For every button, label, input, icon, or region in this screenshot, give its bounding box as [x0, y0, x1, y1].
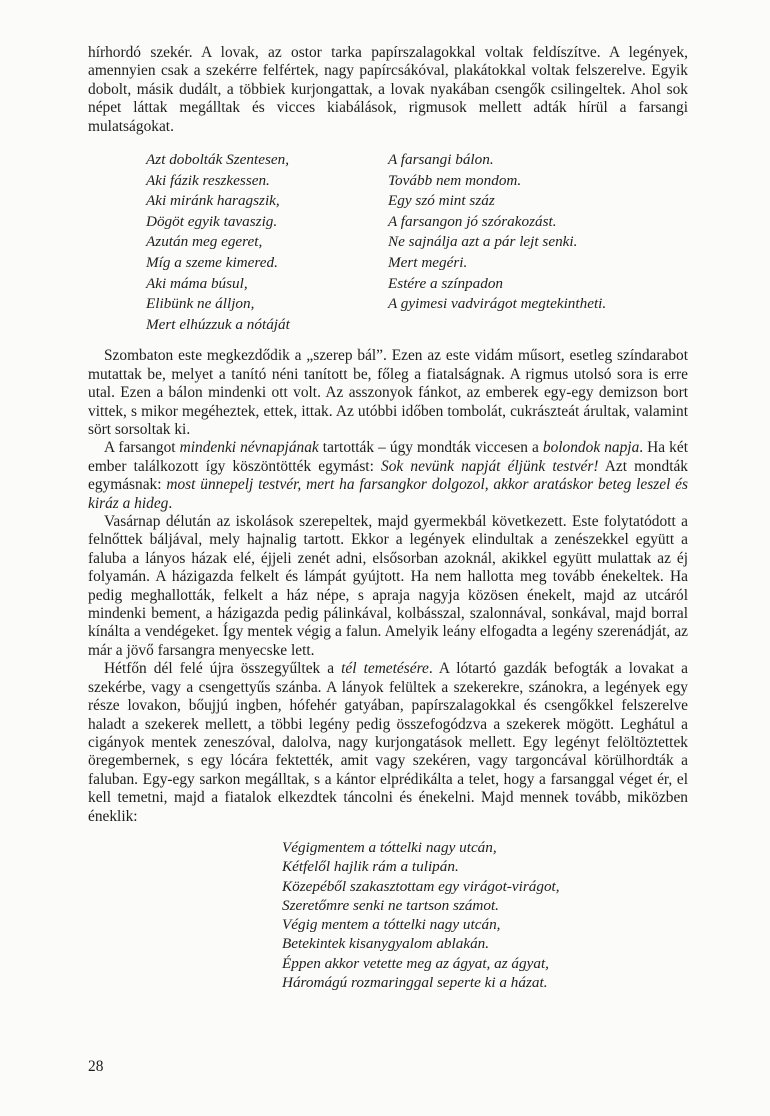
poem-line: A farsangon jó szórakozást. — [388, 212, 557, 230]
poem-line: Míg a szeme kimered. — [146, 254, 278, 271]
italic-run: bolondok napja — [542, 439, 640, 457]
paragraph-2: Szombaton este megkezdődik a „szerep bál”. Ezen az este vidám műsort, esetleg színdarabot mutattak be, melyet a tanító néni tanított be, főleg a fiatalságnak. A rigmus utolsó sora is erre utal. Ezen a bálon mindenki ott volt. Az asszonyok fánkot, az emberek egy-egy demizson bort vittek, s mikor megéheztek, ettek, ittak. Az utóbbi időben tombolát, cukrászteát árultak, valamint sört sorsoltak ki. — [88, 347, 688, 438]
poem-line: Aki fázik reszkessen. — [146, 171, 270, 189]
poem-line: Mert elhúzzuk a nótáját — [146, 315, 290, 333]
poem-line: Szeretőmre senki ne tartson számot. — [282, 896, 499, 914]
rhyme-column-left — [146, 150, 388, 335]
poem-line: Aki miránk haragszik, — [146, 192, 280, 210]
text-run: A farsangot — [104, 439, 180, 457]
poem-line: Dögöt egyik tavaszig. — [146, 212, 278, 230]
italic-run: Sok nevünk napját éljünk testvér! — [381, 457, 599, 475]
poem-line: Estére a színpadon — [388, 274, 504, 292]
italic-run: tél temetésére — [341, 660, 429, 678]
text-run: Hétfőn dél felé újra összegyűltek a — [104, 660, 342, 678]
poem-line: Kétfelől hajlik rám a tulipán. — [282, 858, 459, 876]
text-run: tartották – úgy mondták viccesen a — [318, 439, 543, 457]
paragraph-1: hírhordó szekér. A lovak, az ostor tarka papírszalagokkal voltak feldíszítve. A legények, amennyien csak a szekérre felfértek, nagy papírcsákóval, plakátokkal voltak felszerelve. Egyik dobolt, másik dudált, a többiek kurjongattak, a lovak nyakában csengők csilingeltek. Ahol sok népet láttak megálltak és vicces kiabálások, rigmusok mellett adták hírül a farsangi mulatságokat. — [88, 44, 688, 135]
poem-line: Végigmentem a tóttelki nagy utcán, — [282, 838, 497, 856]
poem-line: Háromágú rozmaringgal seperte ki a házat. — [282, 974, 548, 992]
poem-line: Ne sajnálja azt a pár lejt senki. — [388, 233, 578, 251]
page-body — [88, 44, 688, 992]
poem-line: Elibünk ne álljon, — [146, 295, 255, 313]
text-run: Azt mondták egymásnak: — [88, 457, 688, 494]
italic-run: most ünnepelj testvér, mert ha farsangkor dolgozol, akkor aratáskor beteg leszel és kiráz a hideg — [88, 476, 688, 512]
paragraph-3 — [88, 439, 688, 513]
text-run: . Ha két ember találkozott így köszöntötték egymást: — [88, 439, 688, 475]
poem-line: Közepéből szakasztottam egy virágot-virágot, — [282, 877, 560, 895]
poem-line: Azután meg egeret, — [146, 233, 263, 251]
poem-line: A farsangi bálon. — [388, 151, 494, 169]
page-number: 28 — [88, 1058, 104, 1075]
poem-line: Éppen akkor vetette meg az ágyat, az ágyat, — [282, 954, 549, 972]
poem-line: A gyimesi vadvirágot megtekintheti. — [388, 295, 607, 313]
paragraph-5 — [88, 660, 688, 826]
text-run: . A lótartó gazdák befogták a lovakat a szekérbe, vagy a csengettyűs szánba. A lányok felültek a szekerekre, szánokra, a legények egy része lovakon, bőujjú ingben, hófehér gatyában, papírszalagokkal és csengőkkel felszerelve haladt a szekerek mellett, a többi legény pedig összefogódzva a szekerek mögött. Leghátul a cigányok mentek zeneszóval, dalolva, nagy kurjongatások mellett. Egy legényt felöltöztettek öregembernek, s egy lócára fektették, amit vagy szekéren, vagy targoncával körülhordták a faluban. Egy-egy sarkon megálltak, s a kántor elprédikálta a telet, hogy a farsanggal véget ér, el kell temetni, majd a fiatalok elkezdtek táncolni és énekelni. Majd mennek tovább, miközben éneklik: — [88, 660, 688, 825]
rhyme-poem — [146, 150, 688, 335]
poem-line: Mert megéri. — [388, 254, 468, 271]
poem-line: Egy szó mint száz — [388, 192, 495, 210]
paragraph-4: Vasárnap délután az iskolások szerepeltek, majd gyermekbál következett. Este folytatódott a felnőttek báljával, mely hajnalig tartott. Ekkor a legények elindultak a zenészekkel együtt a faluba a lányos házak elé, éjjeli zenét adni, elsősorban azoknál, akikkel együtt mulattak az éj folyamán. A házigazda felkelt és lámpát gyújtott. Ha nem hallotta meg tovább énekeltek. Ha pedig meghallották, felkelt a ház népe, s apraja nagyja közösen énekelt, majd az utcáról mindenki bement, a házigazda pedig pálinkával, kolbásszal, szalonnával, sonkával, majd borral kínálta a vendégeket. Így mentek végig a falun. Amelyik leány elfogadta a legény szerenádját, az már a jövő farsangra menyecske lett. — [88, 513, 688, 659]
poem-line: Azt dobolták Szentesen, — [146, 151, 289, 169]
italic-run: mindenki névnapjának — [179, 439, 319, 457]
poem-line: Aki máma búsul, — [146, 274, 248, 292]
poem-line: Betekintek kisanygyalom ablakán. — [282, 935, 490, 953]
song-poem — [282, 838, 688, 992]
poem-line: Tovább nem mondom. — [388, 171, 522, 189]
poem-line: Végig mentem a tóttelki nagy utcán, — [282, 916, 501, 934]
rhyme-column-right — [388, 150, 688, 335]
text-run: . — [168, 494, 173, 512]
